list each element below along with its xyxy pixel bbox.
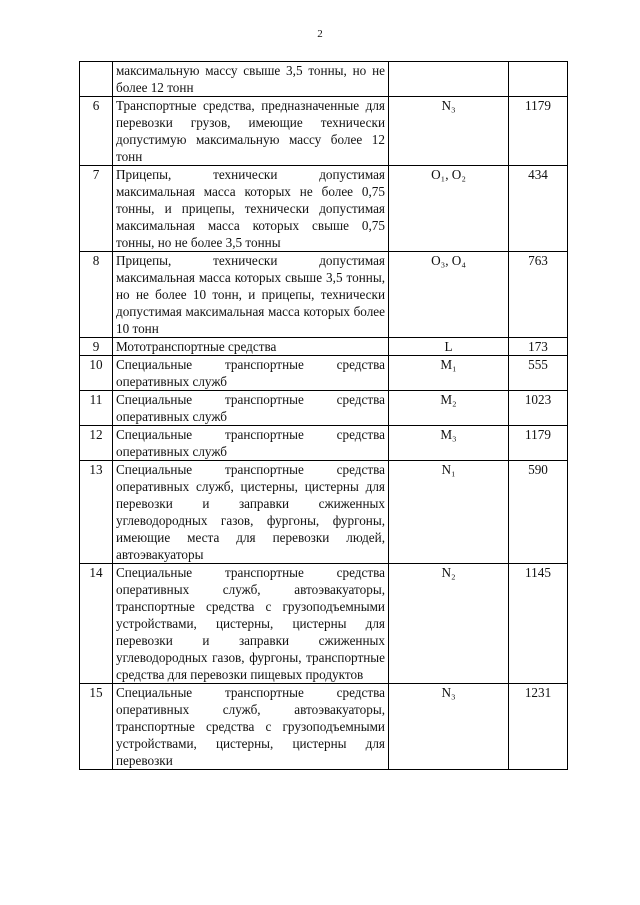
row-description: Прицепы, технически допустимая максимальная масса которых свыше 3,5 тонны, но не более 10 тонн, и прицепы, технически допустимая максимальная масса которых более 10 тонн: [113, 252, 389, 338]
row-number: 7: [80, 166, 113, 252]
row-description: Прицепы, технически допустимая максимальная масса которых не более 0,75 тонны, и прицепы, технически допустимая максимальная масса которых свыше 0,75 тонны, но не более 3,5 тонны: [113, 166, 389, 252]
row-number: 10: [80, 356, 113, 391]
row-description: Специальные транспортные средства оперативных служб, цистерны, цистерны для перевозки и заправки сжиженных углеводородных газов, фургоны, фургоны, имеющие места для перевозки людей, автоэвакуаторы: [113, 461, 389, 564]
row-number: 6: [80, 97, 113, 166]
row-value: 555: [509, 356, 568, 391]
row-category: N₃: [389, 97, 509, 166]
row-description: Транспортные средства, предназначенные для перевозки грузов, имеющие технически допустимую максимальную массу более 12 тонн: [113, 97, 389, 166]
row-number: 11: [80, 391, 113, 426]
row-value: 763: [509, 252, 568, 338]
row-number: 13: [80, 461, 113, 564]
row-number: 15: [80, 684, 113, 770]
table-row: [80, 62, 568, 97]
row-value: 590: [509, 461, 568, 564]
row-value: 173: [509, 338, 568, 356]
row-value: 1145: [509, 564, 568, 684]
row-number: 9: [80, 338, 113, 356]
row-value: 1023: [509, 391, 568, 426]
row-number: [80, 62, 113, 97]
table-row: [80, 97, 568, 166]
row-number: 12: [80, 426, 113, 461]
row-description: Специальные транспортные средства оперативных служб: [113, 426, 389, 461]
row-value: [509, 62, 568, 97]
table-row: [80, 426, 568, 461]
table-row: [80, 356, 568, 391]
table-row: [80, 461, 568, 564]
row-category: O₃, O₄: [389, 252, 509, 338]
table-row: [80, 252, 568, 338]
row-description: Специальные транспортные средства оперативных служб: [113, 391, 389, 426]
row-value: 1231: [509, 684, 568, 770]
row-category: N₃: [389, 684, 509, 770]
vehicle-fee-table: [79, 61, 568, 770]
table-row: [80, 166, 568, 252]
row-description: Мототранспортные средства: [113, 338, 389, 356]
row-category: [389, 62, 509, 97]
row-value: 434: [509, 166, 568, 252]
row-category: N₂: [389, 564, 509, 684]
row-category: N₁: [389, 461, 509, 564]
row-category: O₁, O₂: [389, 166, 509, 252]
table-row: [80, 391, 568, 426]
row-description: Специальные транспортные средства оперативных служб, автоэвакуаторы, транспортные средства с грузоподъемными устройствами, цистерны, цистерны для перевозки и заправки сжиженных углеводородных газов, фургоны, транспортные средства для перевозки пищевых продуктов: [113, 564, 389, 684]
row-category: M₂: [389, 391, 509, 426]
row-description: максимальную массу свыше 3,5 тонны, но не более 12 тонн: [113, 62, 389, 97]
table-row: [80, 564, 568, 684]
row-category: L: [389, 338, 509, 356]
row-description: Специальные транспортные средства оперативных служб, автоэвакуаторы, транспортные средства с грузоподъемными устройствами, цистерны, цистерны для перевозки: [113, 684, 389, 770]
row-value: 1179: [509, 97, 568, 166]
page-number: 2: [317, 28, 323, 40]
table-row: [80, 684, 568, 770]
row-description: Специальные транспортные средства оперативных служб: [113, 356, 389, 391]
row-category: M₃: [389, 426, 509, 461]
row-category: M₁: [389, 356, 509, 391]
row-value: 1179: [509, 426, 568, 461]
table-row: [80, 338, 568, 356]
row-number: 14: [80, 564, 113, 684]
row-number: 8: [80, 252, 113, 338]
